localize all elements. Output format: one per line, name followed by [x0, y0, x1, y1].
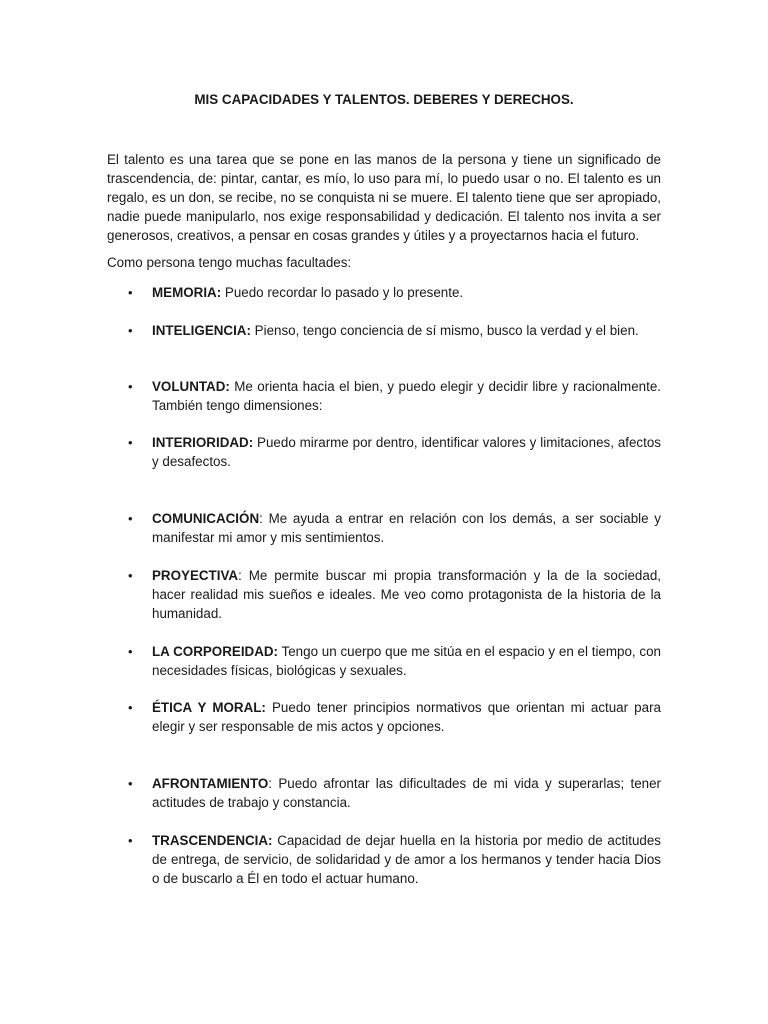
bullet-icon: • — [128, 644, 133, 659]
bullet-icon: • — [128, 700, 133, 715]
item-term: ÉTICA Y MORAL: — [152, 700, 266, 715]
list-item-trascendencia — [128, 831, 661, 888]
list-item-etica-moral — [128, 698, 661, 736]
item-term: PROYECTIVA — [152, 568, 239, 583]
list-item-proyectiva — [128, 566, 661, 623]
list-item-voluntad — [128, 377, 661, 415]
item-term: MEMORIA: — [152, 285, 222, 300]
item-text: Tengo un cuerpo que me sitúa en el espacio y en el tiempo, con necesidades físicas, biológicas y sexuales. — [152, 644, 661, 678]
item-text: Puedo tener principios normativos que orientan mi actuar para elegir y ser responsable de mis actos y opciones. — [152, 700, 661, 734]
item-text: : Puedo afrontar las dificultades de mi vida y superarlas; tener actitudes de trabajo y constancia. — [152, 776, 661, 810]
bullet-icon: • — [128, 435, 133, 450]
bullet-icon: • — [128, 379, 133, 394]
item-text: Me orienta hacia el bien, y puedo elegir y decidir libre y racionalmente. También tengo dimensiones: — [152, 379, 661, 413]
bullet-icon: • — [128, 511, 133, 526]
list-item-memoria — [128, 283, 661, 302]
item-text: : Me permite buscar mi propia transformación y la de la sociedad, hacer realidad mis sueños e ideales. Me veo como protagonista de la historia de la humanidad. — [152, 568, 661, 621]
item-term: INTERIORIDAD: — [152, 435, 254, 450]
item-text: Puedo mirarme por dentro, identificar valores y limitaciones, afectos y desafectos. — [152, 435, 661, 469]
bullet-icon: • — [128, 568, 133, 583]
list-item-comunicacion — [128, 509, 661, 547]
intro-paragraph: El talento es una tarea que se pone en las manos de la persona y tiene un significado de trascendencia, de: pintar, cantar, es mío, lo uso para mí, lo puedo usar o no. El talento es un regalo, es un don, se recibe, no se conquista ni se muere. El talento tiene que ser apropiado, nadie puede manipularlo, nos exige responsabilidad y dedicación. El talento nos invita a ser generosos, creativos, a pensar en cosas grandes y útiles y a proyectarnos hacia el futuro. — [107, 152, 661, 243]
item-term: VOLUNTAD: — [152, 379, 230, 394]
item-text: Capacidad de dejar huella en la historia por medio de actitudes de entrega, de servicio, de solidaridad y de amor a los hermanos y tender hacia Dios o de buscarlo a Él en todo el actuar humano. — [152, 833, 661, 886]
list-item-corporeidad — [128, 642, 661, 680]
item-term: AFRONTAMIENTO — [152, 776, 269, 791]
bullet-icon: • — [128, 776, 133, 791]
list-item-inteligencia — [128, 321, 661, 340]
list-item-afrontamiento — [128, 774, 661, 812]
bullet-icon: • — [128, 833, 133, 848]
lead-sentence: Como persona tengo muchas facultades: — [107, 255, 352, 270]
item-text: : Me ayuda a entrar en relación con los demás, a ser sociable y manifestar mi amor y mis sentimientos. — [152, 511, 661, 545]
item-text: Pienso, tengo conciencia de sí mismo, busco la verdad y el bien. — [250, 323, 639, 338]
list-item-interioridad — [128, 433, 661, 471]
bullet-icon: • — [128, 285, 133, 300]
bullet-icon: • — [128, 323, 133, 338]
item-term: COMUNICACIÓN — [152, 511, 260, 526]
item-term: TRASCENDENCIA: — [152, 833, 273, 848]
item-term: INTELIGENCIA: — [152, 323, 251, 338]
item-term: LA CORPOREIDAD: — [152, 644, 279, 659]
page-title: MIS CAPACIDADES Y TALENTOS. DEBERES Y DERECHOS. — [194, 92, 574, 107]
item-text: Puedo recordar lo pasado y lo presente. — [221, 285, 464, 300]
